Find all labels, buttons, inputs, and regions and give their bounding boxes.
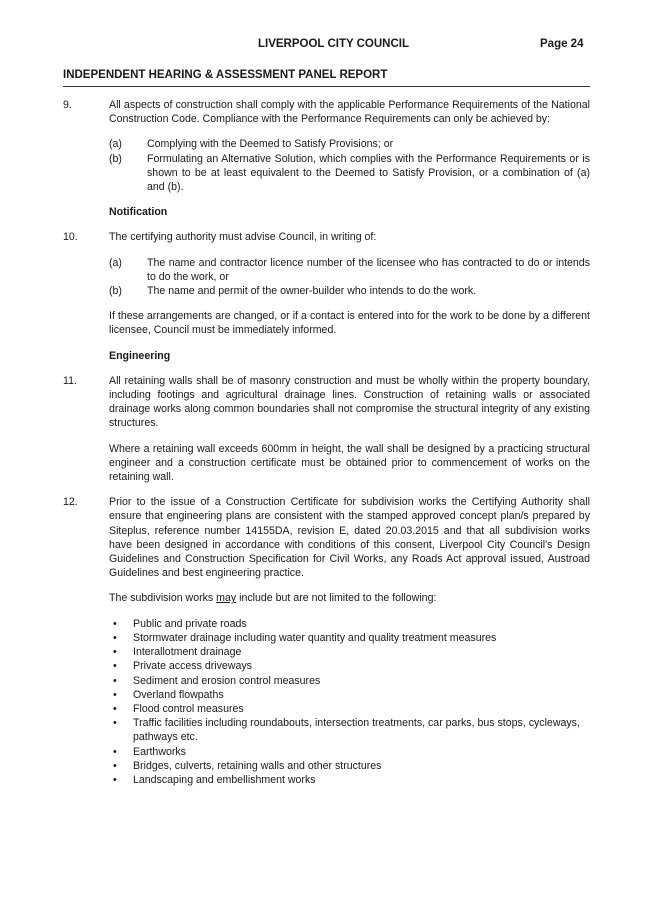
document-body bbox=[63, 98, 590, 787]
sub-letter: (a) bbox=[109, 138, 122, 151]
list-item bbox=[109, 674, 590, 688]
condition-text: Prior to the issue of a Construction Certificate for subdivision works the Certifying Authority shall ensure that engineering plans are consistent with the stamped approved concept plan/s prepared by Siteplus, reference number 14155DA, revision E, dated 20.03.2015 and that all subdivision works have been designed in accordance with conditions of this consent, Liverpool City Council's Design Guidelines and Construction Specification for Civil Works, any Roads Act approval issued, Austroad Guidelines and best engineering practice. bbox=[109, 496, 590, 580]
list-item-text: Public and private roads bbox=[133, 617, 247, 630]
bullet-icon: • bbox=[113, 617, 117, 630]
bullet-icon: • bbox=[113, 660, 117, 673]
subdivision-works-list bbox=[109, 617, 590, 787]
condition-text: All retaining walls shall be of masonry construction and must be wholly within the property boundary, including footings and agricultural drainage lines. Construction of retaining walls or associated drainage works along common boundaries shall not compromise the structural integrity of any existing structures. bbox=[109, 374, 590, 430]
bullet-icon: • bbox=[113, 745, 117, 758]
list-item-text: Overland flowpaths bbox=[133, 688, 224, 701]
list-item-text: Landscaping and embellishment works bbox=[133, 773, 316, 786]
condition-text: All aspects of construction shall comply with the applicable Performance Requirements of the National Construction Code. Compliance with the Performance Requirements can only be achieved by: bbox=[109, 99, 590, 126]
condition-11 bbox=[63, 374, 590, 431]
bullet-icon: • bbox=[113, 646, 117, 659]
list-item-text: Traffic facilities including roundabouts, intersection treatments, car parks, bus stops, cycleways, pathways etc. bbox=[133, 717, 580, 744]
list-item-text: Interallotment drainage bbox=[133, 646, 242, 659]
list-item-text: Stormwater drainage including water quantity and quality treatment measures bbox=[133, 631, 497, 644]
list-item bbox=[109, 645, 590, 659]
sub-letter: (b) bbox=[109, 285, 122, 298]
bullet-icon: • bbox=[113, 674, 117, 687]
condition-9 bbox=[63, 98, 590, 194]
bullet-icon: • bbox=[113, 702, 117, 715]
list-item-text: Bridges, culverts, retaining walls and other structures bbox=[133, 759, 382, 772]
condition-note: If these arrangements are changed, or if a contact is entered into for the work to be done by a different licensee, Council must be immediately informed. bbox=[109, 310, 590, 337]
bullet-icon: • bbox=[113, 773, 117, 786]
sub-text: The name and permit of the owner-builder who intends to do the work. bbox=[147, 285, 477, 298]
section-heading-notification: Notification bbox=[109, 206, 168, 219]
sub-item bbox=[109, 152, 590, 195]
condition-number: 10. bbox=[63, 231, 78, 244]
sub-item bbox=[109, 137, 590, 151]
bullet-icon: • bbox=[113, 717, 117, 730]
list-item bbox=[109, 688, 590, 702]
list-item bbox=[109, 659, 590, 673]
sub-item bbox=[109, 284, 590, 298]
sub-letter: (b) bbox=[109, 152, 122, 165]
header-divider bbox=[63, 86, 590, 87]
sub-text: The name and contractor licence number of the licensee who has contracted to do or intends to do the work, or bbox=[147, 256, 590, 283]
list-item-text: Private access driveways bbox=[133, 660, 252, 673]
intro-text: The subdivision works bbox=[109, 592, 217, 605]
list-item-text: Sediment and erosion control measures bbox=[133, 674, 321, 687]
page-number: Page 24 bbox=[540, 38, 584, 50]
list-item bbox=[109, 702, 590, 716]
list-item bbox=[109, 617, 590, 631]
section-heading-engineering: Engineering bbox=[109, 349, 171, 362]
bullet-icon: • bbox=[113, 759, 117, 772]
list-item bbox=[109, 759, 590, 773]
condition-number: 11. bbox=[63, 374, 77, 387]
report-title: INDEPENDENT HEARING & ASSESSMENT PANEL REPORT bbox=[63, 69, 388, 81]
condition-12 bbox=[63, 495, 590, 580]
sub-text: Formulating an Alternative Solution, which complies with the Performance Requirements or is shown to be at least equivalent to the Deemed to Satisfy Provision, or a combination of (a) and (b). bbox=[147, 152, 590, 194]
intro-text: include but are not limited to the following: bbox=[236, 592, 437, 605]
sub-item bbox=[109, 256, 590, 284]
condition-number: 12. bbox=[63, 496, 78, 509]
bullet-intro bbox=[109, 591, 590, 605]
bullet-icon: • bbox=[113, 688, 117, 701]
bullet-icon: • bbox=[113, 631, 117, 644]
list-item bbox=[109, 716, 590, 744]
sub-letter: (a) bbox=[109, 256, 122, 269]
intro-emphasis: may bbox=[216, 592, 237, 605]
list-item-text: Earthworks bbox=[133, 745, 186, 758]
condition-text: The certifying authority must advise Council, in writing of: bbox=[109, 231, 377, 244]
list-item bbox=[109, 745, 590, 759]
condition-note: Where a retaining wall exceeds 600mm in height, the wall shall be designed by a practicing structural engineer and a construction certificate must be obtained prior to commencement of works on the retaining wall. bbox=[109, 442, 590, 484]
list-item bbox=[109, 631, 590, 645]
list-item bbox=[109, 773, 590, 787]
condition-10 bbox=[63, 230, 590, 298]
sub-text: Complying with the Deemed to Satisfy Provisions; or bbox=[147, 138, 394, 151]
council-name: LIVERPOOL CITY COUNCIL bbox=[258, 38, 410, 50]
condition-number: 9. bbox=[63, 99, 72, 111]
list-item-text: Flood control measures bbox=[133, 702, 244, 715]
